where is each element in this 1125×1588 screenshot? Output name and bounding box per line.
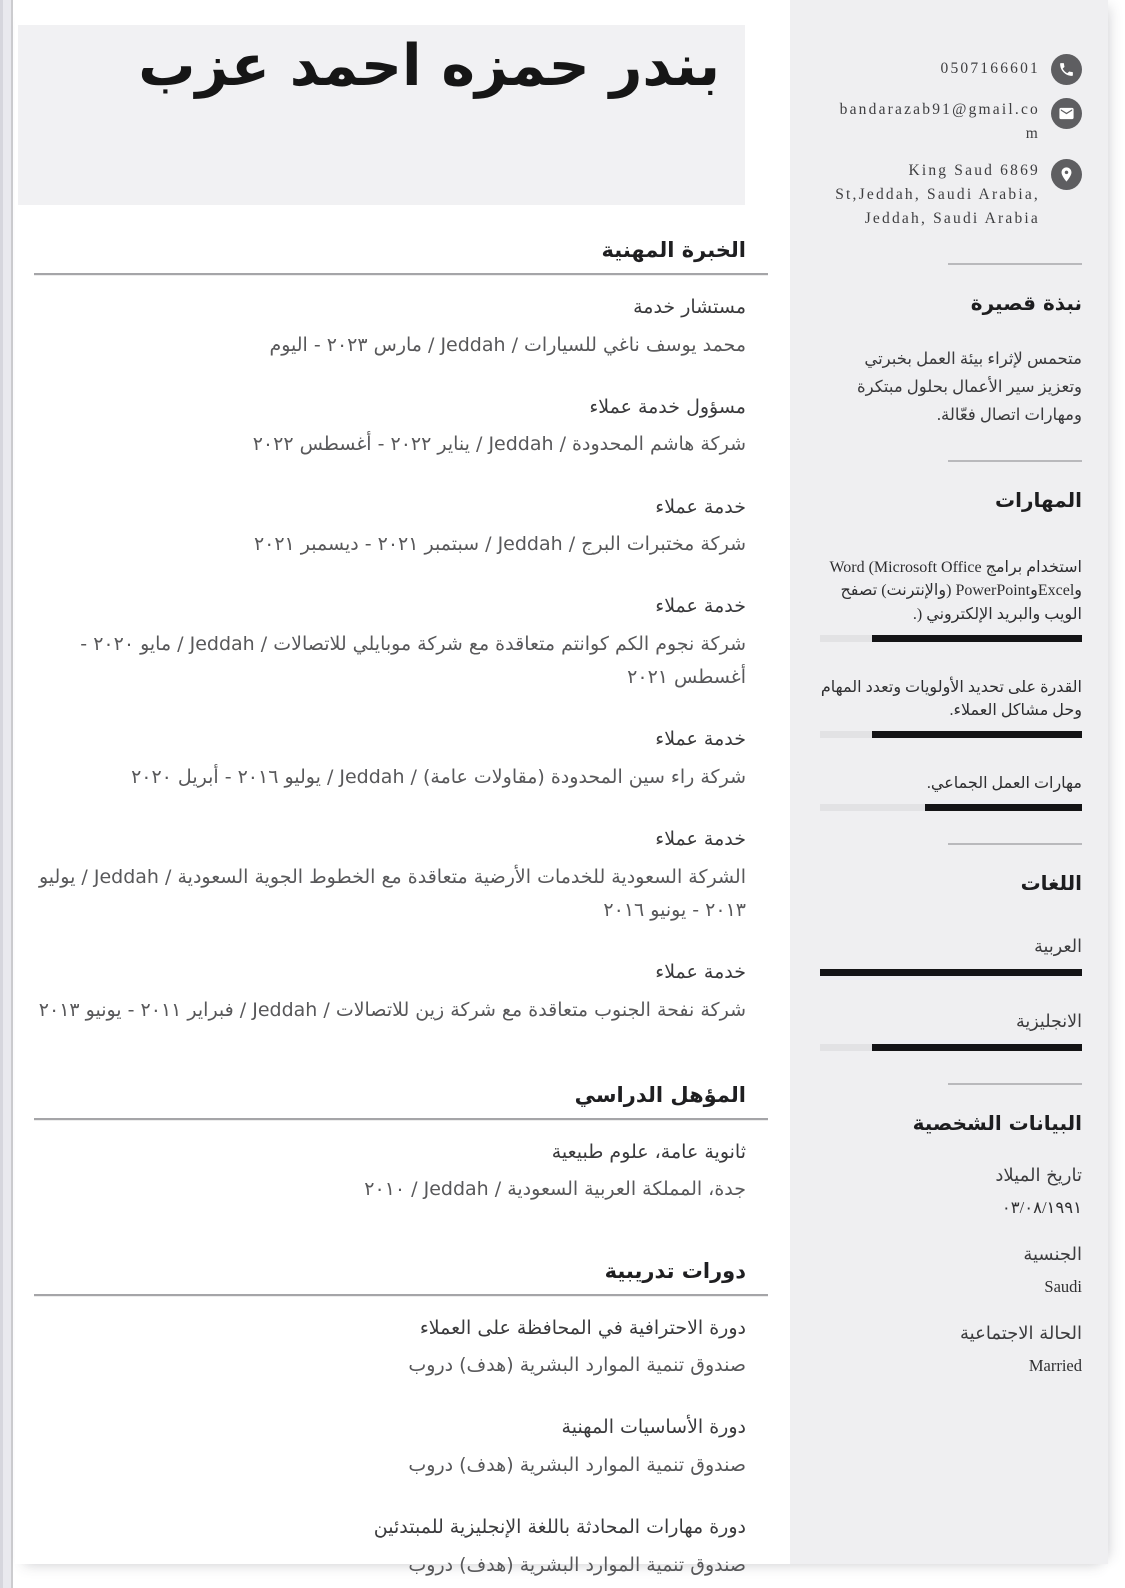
sidebar [790,0,1108,1564]
personal-value: ٠٣/٠٨/١٩٩١ [1001,1198,1082,1218]
candidate-name: بندر حمزه احمد عزب [138,33,720,99]
experience-item [34,825,746,927]
language-bar-fill [820,969,1082,976]
section-divider [948,263,1082,265]
language-label: العربية [1034,937,1082,958]
education-list [34,1120,768,1207]
experience-item [34,958,746,1027]
skill-bar-track [820,731,1082,738]
skill-label: مهارات العمل الجماعي. [926,775,1082,793]
job-details: شركة نجوم الكم كوانتم متعاقدة مع شركة موبايلي للاتصالات / Jeddah / مايو ٢٠٢٠ - أغسطس ٢٠٢١ [80,632,746,688]
personal-value: Saudi [1044,1277,1082,1297]
personal-value: Married [1028,1356,1082,1376]
course-title: دورة الاحترافية في المحافظة على العملاء [419,1316,746,1339]
personal-row [820,1244,1082,1297]
experience-title: الخبرة المهنية [601,238,746,262]
language-bar-fill [872,1044,1082,1051]
course-title: دورة مهارات المحادثة باللغة الإنجليزية للمبتدئين [373,1516,746,1538]
skill-label: القدرة على تحديد الأولويات وتعدد المهام وحل مشاكل العملاء. [820,678,1082,719]
courses-list [34,1296,768,1582]
skill-item [820,772,1082,811]
education-title: المؤهل الدراسي [574,1082,746,1107]
course-provider: صندوق تنمية الموارد البشرية (هدف) دروب [408,1453,746,1476]
section-divider [948,460,1082,462]
course-provider: صندوق تنمية الموارد البشرية (هدف) دروب [408,1553,746,1576]
personal-title: البيانات الشخصية [912,1111,1082,1136]
experience-item [34,493,746,562]
degree-details: جدة، المملكة العربية السعودية / Jeddah / ٢٠١٠ [364,1178,746,1201]
phone-number: 0507166601 [940,60,1040,78]
language-bar-track [820,969,1082,976]
course-provider: صندوق تنمية الموارد البشرية (هدف) دروب [408,1354,746,1376]
main-column [34,0,768,1588]
skill-label: استخدام برامج Word (Microsoft Office وExcelوPowerPoint (والإنترنت) تصفح الويب والبريد الإلكتروني (. [829,559,1082,623]
job-title: مستشار خدمة [633,296,746,318]
job-title: خدمة عملاء [655,828,746,850]
job-title: خدمة عملاء [655,595,746,618]
skills-title: المهارات [995,488,1082,513]
skill-item [820,556,1082,642]
document-page [15,0,1108,1576]
postal-address: King Saud 6869 St,Jeddah, Saudi Arabia, Jeddah, Saudi Arabia [835,162,1040,228]
personal-row [820,1165,1082,1218]
experience-section [34,0,768,1027]
skills-list [820,556,1082,811]
experience-item [34,592,746,694]
email-icon [1051,98,1082,129]
job-title: خدمة عملاء [655,495,746,518]
personal-label: الجنسية [1023,1244,1082,1266]
personal-label: الحالة الاجتماعية [960,1323,1082,1345]
job-title: خدمة عملاء [655,728,746,751]
course-item [34,1314,746,1383]
personal-row [820,1323,1082,1376]
contact-block [820,0,1082,231]
course-item [34,1513,746,1582]
skill-bar-fill [925,804,1082,811]
summary-title: نبذة قصيرة [970,291,1082,316]
job-details: شركة هاشم المحدودة / Jeddah / يناير ٢٠٢٢ - أغسطس ٢٠٢٢ [252,433,746,456]
email-address: bandarazab91@gmail.com [839,101,1040,143]
experience-item [34,725,746,794]
section-divider [948,843,1082,845]
language-item [820,1012,1082,1051]
personal-label: تاريخ الميلاد [995,1165,1082,1187]
skill-bar-track [820,804,1082,811]
phone-icon [1051,54,1082,85]
course-title: دورة الأساسيات المهنية [561,1416,746,1439]
job-details: شركة راء سين المحدودة (مقاولات عامة) / Jeddah / يوليو ٢٠١٦ - أبريل ٢٠٢٠ [131,765,746,788]
courses-title: دورات تدريبية [604,1258,746,1283]
section-divider [948,1083,1082,1085]
contact-row-email [820,98,1082,146]
contact-row-address [820,159,1082,231]
languages-title: اللغات [1020,871,1082,896]
job-details: محمد يوسف ناغي للسيارات / Jeddah / مارس ٢٠٢٣ - اليوم [269,333,746,356]
language-label: الانجليزية [1016,1012,1082,1033]
courses-section [34,1259,768,1582]
location-icon [1051,159,1082,190]
job-details: الشركة السعودية للخدمات الأرضية متعاقدة مع الخطوط الجوية السعودية / Jeddah / يوليو ٢٠١٣ - يونيو ٢٠١٦ [38,865,746,921]
skill-bar-fill [872,731,1082,738]
education-item [34,1138,746,1207]
experience-item [34,293,746,362]
skill-bar-track [820,635,1082,642]
job-title: خدمة عملاء [655,961,746,983]
degree-title: ثانوية عامة، علوم طبيعية [551,1140,746,1163]
course-item [34,1413,746,1482]
contact-row-phone [820,54,1082,85]
education-section [34,1083,768,1207]
language-bar-track [820,1044,1082,1051]
job-details: شركة نفحة الجنوب متعاقدة مع شركة زين للاتصالات / Jeddah / فبراير ٢٠١١ - يونيو ٢٠١٣ [38,998,746,1021]
job-title: مسؤول خدمة عملاء [589,395,746,418]
experience-item [34,393,746,462]
skill-bar-fill [872,635,1082,642]
languages-list [820,937,1082,1051]
skill-item [820,676,1082,738]
viewer-left-margin [0,0,13,1588]
personal-data-list [820,1165,1082,1376]
experience-list [34,275,768,1027]
job-details: شركة مختبرات البرج / Jeddah / سبتمبر ٢٠٢١ - ديسمبر ٢٠٢١ [253,533,746,555]
language-item [820,937,1082,976]
summary-text: متحمس لإثراء بيئة العمل بخبرتي وتعزيز سير الأعمال بحلول مبتكرة ومهارات اتصال فعّالة. [857,349,1082,424]
